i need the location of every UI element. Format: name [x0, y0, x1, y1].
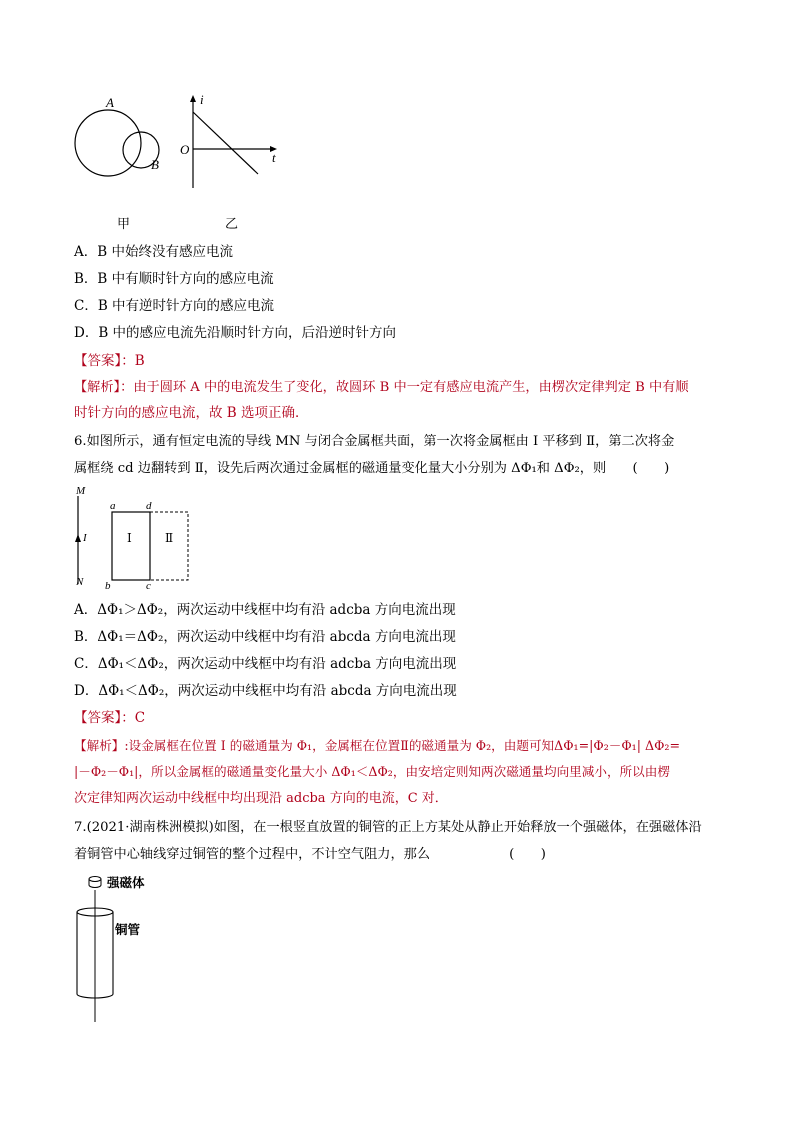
frame-position-1: [112, 512, 150, 580]
label-a-corner: a: [110, 500, 116, 512]
q6-option-b: B．ΔΦ₁＝ΔΦ₂，两次运动中线框中均有沿 abcda 方向电流出现: [74, 629, 456, 645]
q5-option-d: D．B 中的感应电流先沿顺时针方向，后沿逆时针方向: [74, 325, 397, 341]
q6-option-a: A．ΔΦ₁＞ΔΦ₂，两次运动中线框中均有沿 adcba 方向电流出现: [74, 602, 456, 618]
label-current-i: I: [83, 532, 87, 544]
label-i: i: [200, 92, 204, 107]
q5-analysis-line1: 【解析】：由于圆环 A 中的电流发生了变化，故圆环 B 中一定有感应电流产生，由楞次定律判定 B 中有顺: [74, 380, 689, 395]
q5-analysis-line2: 时针方向的感应电流，故 B 选项正确．: [74, 405, 309, 421]
label-o: O: [180, 142, 190, 157]
caption-jia: 甲: [117, 217, 131, 232]
figure-jia-circles: [70, 95, 170, 185]
q6-analysis-line1: 【解析】:设金属框在位置 Ⅰ 的磁通量为 Φ₁，金属框在位置Ⅱ的磁通量为 Φ₂，由题可知ΔΦ₁=|Φ₂－Φ₁| ΔΦ₂=: [74, 738, 681, 753]
q6-stem-line2: 属框绕 cd 边翻转到 Ⅱ，设先后两次通过金属框的磁通量变化量大小分别为 ΔΦ₁和 ΔΦ₂，则 ( ): [74, 461, 670, 476]
region-2-label: Ⅱ: [165, 531, 174, 545]
q6-analysis-line3: 次定律知两次运动中线框中均出现沿 adcba 方向的电流，C 对．: [74, 791, 448, 806]
figure-q6-frame: [70, 484, 200, 592]
label-b: B: [151, 157, 159, 172]
label-c-corner: c: [146, 580, 151, 592]
caption-yi: 乙: [225, 217, 239, 232]
figure-yi-graph: [178, 92, 288, 192]
magnet-body: [89, 879, 101, 888]
q7-stem-line2: 着铜管中心轴线穿过铜管的整个过程中，不计空气阻力，那么 ( ): [74, 847, 546, 862]
q5-option-b: B．B 中有顺时针方向的感应电流: [74, 271, 274, 287]
q6-analysis-line2: |－Φ₂－Φ₁|，所以金属框的磁通量变化量大小 ΔΦ₁＜ΔΦ₂，由安培定则知两次磁通量均向里减小，所以由楞: [74, 764, 670, 779]
label-a: A: [106, 95, 114, 110]
label-n: N: [76, 576, 84, 588]
magnet-top: [89, 877, 101, 882]
q5-option-a: A．B 中始终没有感应电流: [74, 244, 233, 260]
q6-stem-line1: 6.如图所示，通有恒定电流的导线 MN 与闭合金属框共面，第一次将金属框由 Ⅰ 平移到 Ⅱ，第二次将金: [74, 434, 675, 449]
frame-position-2: [150, 512, 188, 580]
magnet-label: 强磁体: [107, 876, 145, 890]
circle-a: [75, 110, 141, 176]
current-arrow-icon: [75, 534, 81, 542]
label-t: t: [272, 150, 276, 165]
label-b-corner: b: [105, 580, 111, 592]
q7-stem-line1: 7.(2021·湖南株洲模拟)如图，在一根竖直放置的铜管的正上方某处从静止开始释放一个强磁体，在强磁体沿: [74, 820, 702, 835]
region-1-label: Ⅰ: [127, 531, 132, 545]
current-line: [193, 112, 258, 174]
label-m: M: [76, 485, 86, 497]
label-d-corner: d: [146, 500, 152, 512]
q5-option-c: C．B 中有逆时针方向的感应电流: [74, 298, 275, 314]
q6-option-c: C．ΔΦ₁＜ΔΦ₂，两次运动中线框中均有沿 adcba 方向电流出现: [74, 656, 457, 672]
figure-q7-tube: [70, 870, 190, 1025]
q5-answer: 【答案】：B: [74, 353, 145, 369]
i-axis-arrow-icon: [190, 95, 196, 102]
tube-label: 铜管: [115, 923, 141, 937]
q6-option-d: D．ΔΦ₁＜ΔΦ₂，两次运动中线框中均有沿 abcda 方向电流出现: [74, 683, 457, 699]
q6-answer: 【答案】：C: [74, 710, 146, 726]
